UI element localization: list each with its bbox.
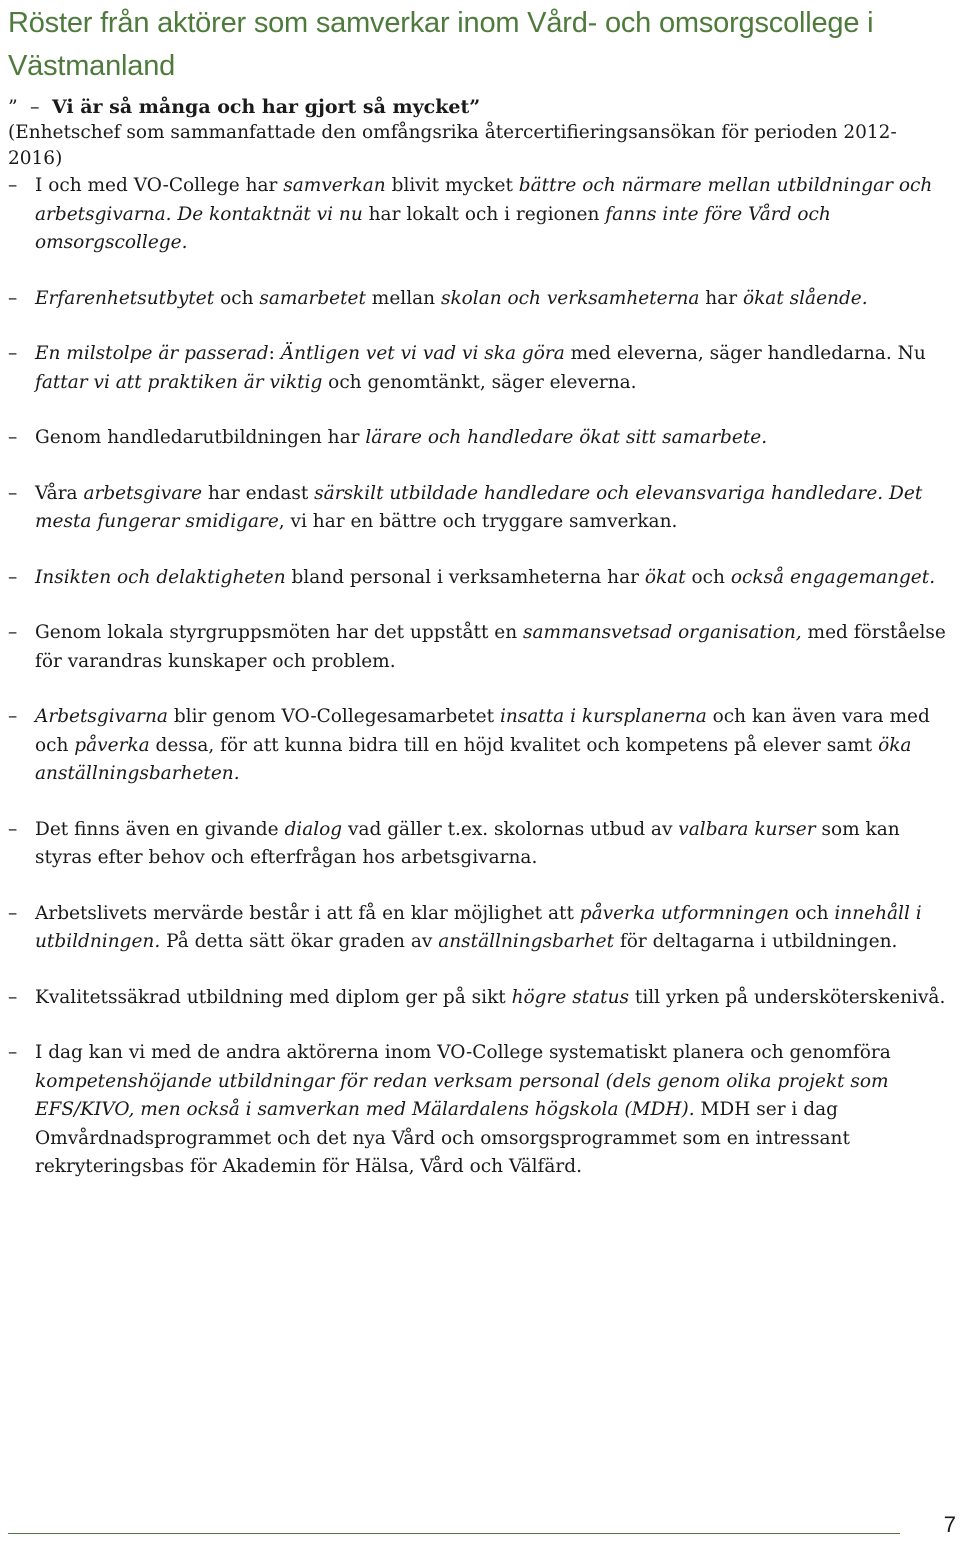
text-run: vad gäller t.ex. skolornas utbud av bbox=[342, 818, 679, 840]
opening-quote-mark: ” bbox=[8, 96, 18, 118]
text-run: har lokalt och i regionen bbox=[362, 203, 606, 225]
emphasis-run: samarbetet bbox=[259, 287, 366, 309]
statement-item bbox=[8, 984, 948, 1013]
statement-text bbox=[35, 816, 948, 873]
statement-item bbox=[8, 172, 948, 258]
statement-list bbox=[8, 172, 948, 1209]
emphasis-run: fattar vi att praktiken är viktig bbox=[35, 371, 323, 393]
statement-item bbox=[8, 564, 948, 593]
intro-dash: – bbox=[30, 96, 40, 118]
text-run: I dag kan vi med de andra aktörerna inom VO-College systematiskt planera och genomföra bbox=[35, 1042, 891, 1063]
emphasis-run: dialog bbox=[284, 818, 343, 840]
emphasis-run: lärare och handledare ökat sitt samarbete. bbox=[365, 427, 768, 448]
intro-block bbox=[8, 94, 948, 172]
text-run: och bbox=[789, 902, 835, 924]
emphasis-run: särskilt utbildade handledare och elevansvariga handledare. Det mesta fungerar smidigare bbox=[35, 482, 923, 532]
emphasis-run: Erfarenhetsutbytet bbox=[35, 287, 215, 309]
statement-text bbox=[35, 424, 948, 453]
statement-item bbox=[8, 703, 948, 789]
emphasis-run: Arbetsgivarna bbox=[35, 706, 168, 727]
statement-item bbox=[8, 900, 948, 957]
statement-text bbox=[35, 619, 948, 676]
statement-item bbox=[8, 480, 948, 537]
emphasis-run: ökat bbox=[644, 566, 686, 588]
dash-bullet: – bbox=[8, 622, 18, 643]
emphasis-run: påverka bbox=[74, 734, 150, 756]
footer-rule bbox=[8, 1533, 900, 1534]
text-run: I och med VO-College har bbox=[35, 175, 284, 196]
statement-text bbox=[35, 285, 948, 314]
emphasis-run: sammansvetsad organisation, bbox=[523, 622, 802, 643]
page-title: Röster från aktörer som samverkar inom Vård- och omsorgscollege i Västmanland bbox=[8, 7, 874, 82]
text-run: Våra bbox=[35, 482, 84, 504]
text-run: blir genom VO-Collegesamarbetet bbox=[167, 706, 500, 727]
emphasis-run: insatta i kursplanerna bbox=[499, 706, 707, 727]
emphasis-run: samverkan bbox=[283, 175, 386, 196]
text-run: Kvalitetssäkrad utbildning med diplom ger på sikt bbox=[35, 986, 512, 1008]
emphasis-run: anställningsbarhet bbox=[438, 931, 615, 952]
dash-bullet: – bbox=[8, 902, 18, 924]
statement-item bbox=[8, 424, 948, 453]
emphasis-run: också engagemanget. bbox=[730, 566, 936, 588]
emphasis-run: öka anställningsbarheten. bbox=[35, 734, 912, 784]
statement-item bbox=[8, 816, 948, 873]
text-run: och bbox=[685, 566, 731, 588]
emphasis-run: En milstolpe är passerad bbox=[35, 343, 269, 364]
statement-item bbox=[8, 285, 948, 314]
dash-bullet: – bbox=[8, 706, 18, 727]
text-run: med eleverna, säger handledarna. Nu bbox=[564, 343, 926, 364]
emphasis-run: ökat slående. bbox=[742, 287, 868, 309]
statement-item bbox=[8, 340, 948, 397]
dash-bullet: – bbox=[8, 1042, 18, 1063]
emphasis-run: påverka utformningen bbox=[579, 902, 790, 924]
intro-quote-text: Vi är så många och har gjort så mycket” bbox=[52, 96, 481, 118]
dash-bullet: – bbox=[8, 566, 18, 588]
text-run: för deltagarna i utbildningen. bbox=[614, 931, 898, 952]
dash-bullet: – bbox=[8, 482, 18, 504]
intro-quote bbox=[8, 94, 948, 120]
text-run: till yrken på undersköterskenivå. bbox=[629, 986, 946, 1008]
page-number: 7 bbox=[943, 1512, 956, 1537]
text-run: På detta sätt ökar graden av bbox=[160, 931, 439, 952]
emphasis-run: högre status bbox=[511, 986, 629, 1008]
statement-text bbox=[35, 703, 948, 789]
dash-bullet: – bbox=[8, 427, 18, 448]
text-run: har endast bbox=[202, 482, 315, 504]
intro-note: (Enhetschef som sammanfattade den omfångsrika återcertifieringsansökan för perioden 2012-2016) bbox=[8, 122, 897, 169]
emphasis-run: innehåll i utbildningen. bbox=[35, 902, 922, 952]
dash-bullet: – bbox=[8, 175, 18, 196]
dash-bullet: – bbox=[8, 343, 18, 364]
statement-item bbox=[8, 619, 948, 676]
text-run: Genom lokala styrgruppsmöten har det uppstått en bbox=[35, 622, 524, 643]
emphasis-run: fanns inte före Vård och omsorgscollege. bbox=[35, 203, 831, 253]
dash-bullet: – bbox=[8, 818, 18, 840]
text-run: Det finns även en givande bbox=[35, 818, 285, 840]
emphasis-run: kompetenshöjande utbildningar för redan verksam personal (dels genom olika projekt som EFS/KIVO, men också i samverkan med Mälardalens högskola (MDH). bbox=[35, 1070, 889, 1120]
dash-bullet: – bbox=[8, 986, 18, 1008]
text-run: Arbetslivets mervärde består i att få en klar möjlighet att bbox=[35, 902, 580, 924]
text-run: blivit mycket bbox=[385, 175, 519, 196]
text-run: bland personal i verksamheterna har bbox=[285, 566, 645, 588]
emphasis-run: Äntligen vet vi vad vi ska göra bbox=[280, 343, 565, 364]
text-run: och genomtänkt, säger eleverna. bbox=[322, 371, 637, 393]
text-run: dessa, för att kunna bidra till en höjd kvalitet och kompetens på elever samt bbox=[149, 734, 879, 756]
text-run: och kan även vara med och bbox=[35, 706, 930, 756]
statement-item bbox=[8, 1039, 948, 1182]
text-run: och bbox=[214, 287, 260, 309]
text-run: MDH ser i dag Omvårdnadsprogrammet och det nya Vård och omsorgsprogrammet som en intressant rekryteringsbas för Akademin för Hälsa, Vård och Välfärd. bbox=[35, 1099, 850, 1177]
statement-text bbox=[35, 340, 948, 397]
text-run: Genom handledarutbildningen har bbox=[35, 427, 366, 448]
text-run: mellan bbox=[365, 287, 441, 309]
dash-bullet: – bbox=[8, 287, 18, 309]
text-run: som kan styras efter behov och efterfrågan hos arbetsgivarna. bbox=[35, 818, 900, 868]
statement-text bbox=[35, 984, 948, 1013]
text-run: har bbox=[699, 287, 743, 309]
statement-text bbox=[35, 172, 948, 258]
statement-text bbox=[35, 1039, 948, 1182]
statement-text bbox=[35, 480, 948, 537]
text-run: , vi har en bättre och tryggare samverkan. bbox=[278, 511, 678, 532]
statement-text bbox=[35, 564, 948, 593]
statement-text bbox=[35, 900, 948, 957]
text-run: med förståelse för varandras kunskaper och problem. bbox=[35, 622, 946, 672]
emphasis-run: arbetsgivare bbox=[83, 482, 203, 504]
emphasis-run: Insikten och delaktigheten bbox=[35, 566, 286, 588]
emphasis-run: skolan och verksamheterna bbox=[440, 287, 700, 309]
emphasis-run: valbara kurser bbox=[678, 818, 816, 840]
text-run: : bbox=[268, 343, 281, 364]
emphasis-run: bättre och närmare mellan utbildningar och arbetsgivarna. De kontaktnät vi nu bbox=[35, 175, 933, 225]
